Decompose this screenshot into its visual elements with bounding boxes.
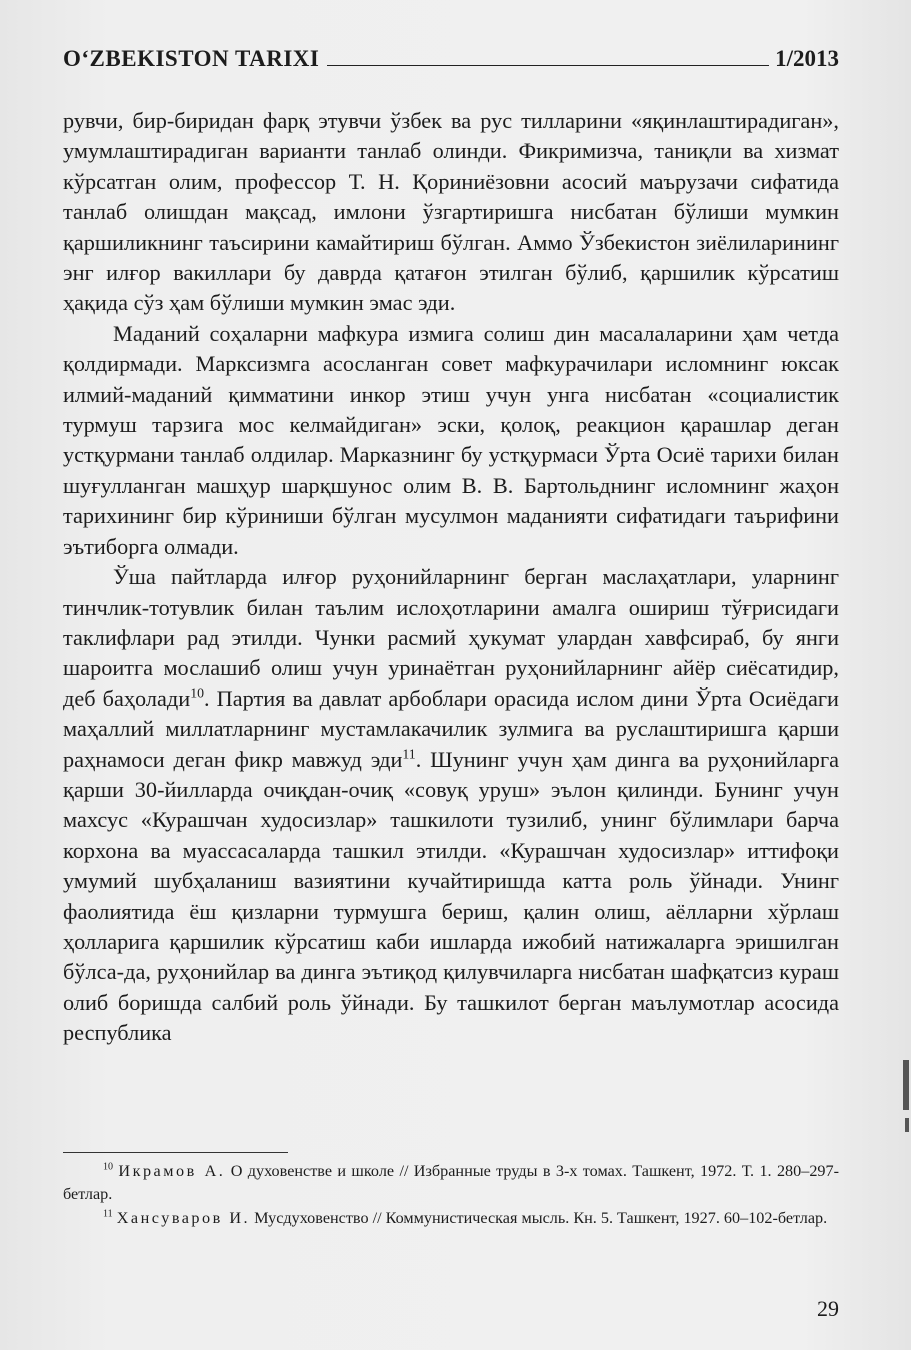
issue-number: 1/2013	[775, 46, 839, 71]
page-number: 29	[817, 1296, 839, 1321]
paragraph-text: рувчи, бир-биридан фарқ этувчи ўзбек ва рус тилларини «яқинлаштирадиган», умумлаштирадиган варианти танлаб олинди. Фикримизча, таниқли ва хизмат кўрсатган олим, профессор Т. Н. Қориниёзовни асосий маърузачи сифатида танлаб олишдан мақсад, имлони ўзгартиришга нисбатан бўлиши мумкин қаршиликнинг таъсирини камайтириш бўлган. Аммо Ўзбекистон зиёлиларининг энг илғор вакиллари бу даврда қатағон этилган бўлиб, қаршилик кўрсатиш ҳақида сўз ҳам бўлиши мумкин эмас эди.	[63, 108, 839, 316]
scan-edge-mark	[905, 1118, 909, 1132]
footnote-author: Хансуваров И.	[116, 1209, 251, 1227]
scan-edge-mark	[903, 1060, 909, 1110]
footnote	[63, 1207, 839, 1230]
paragraph-text: Ўша пайтларда илғор руҳонийларнинг берган маслаҳатлари, уларнинг тинчлик-тотувлик билан таълим ислоҳотларини амалга ошириш тўғрисидаги таклифлари рад этилди. Чунки расмий ҳукумат улардан хавфсираб, бу янги шароитга мослашиб олиш учун уринаётган руҳонийларнинг айёр сиёсатидир, деб баҳолади	[63, 564, 839, 711]
paragraph-text: . Партия ва давлат арбоблари орасида ислом дини Ўрта Осиёдаги маҳаллий миллатларнинг мустамлакачилик зулмига ва руслаштиришга қарши раҳнамоси деган фикр мавжуд эди	[63, 685, 839, 772]
footnote-ref: 10	[190, 685, 204, 701]
footnote-ref: 11	[402, 746, 416, 762]
header-rule	[327, 65, 769, 66]
paragraph	[63, 562, 839, 1049]
footnote	[63, 1160, 839, 1205]
footnote-text: О духовенстве и школе // Избранные труды в 3-х томах. Ташкент, 1972. Т. 1. 280–297-бетлар.	[63, 1162, 840, 1203]
footnote-number: 10	[103, 1161, 114, 1173]
paragraph	[63, 106, 839, 319]
footnote-text: Мусдуховенство // Коммунистическая мысль. Кн. 5. Ташкент, 1927. 60–102-бетлар.	[250, 1209, 828, 1227]
footnote-number: 11	[103, 1208, 113, 1220]
running-header	[63, 44, 839, 74]
journal-title: O‘ZBEKISTON TARIXI	[63, 46, 320, 71]
paragraph-text: . Шунинг учун ҳам динга ва руҳонийларга қарши 30-йилларда очиқдан-очиқ «совуқ уруш» эълон қилинди. Бунинг учун махсус «Курашчан худосизлар» ташкилоти тузилиб, унинг бўлимлари барча корхона ва муассасаларда ташкил этилди. «Курашчан худосизлар» иттифоқи умумий шубҳаланиш вазиятини кучайтиришда катта роль ўйнади. Унинг фаолиятида ёш қизларни турмушга бериш, қалин олиш, аёлларни хўрлаш ҳолларига қаршилик кўрсатиш каби ишларда ижобий натижаларга эришилган бўлса-да, руҳонийлар ва динга эътиқод қилувчиларга нисбатан шафқатсиз кураш олиб боришда салбий роль ўйнади. Бу ташкилот берган маълумотлар асосида республика	[63, 746, 839, 1046]
footnote-separator	[63, 1152, 288, 1153]
paragraph	[63, 319, 839, 562]
footnotes	[63, 1160, 839, 1232]
paragraph-text: Маданий соҳаларни мафкура измига солиш дин масалаларини ҳам четда қолдирмади. Марксизмга асосланган совет мафкурачилари исломнинг юксак илмий-маданий қимматини инкор этиш учун унга нисбатан «социалистик турмуш тарзига мос келмайдиган» эски, қолоқ, реакцион қарашлар деган устқурмани танлаб олдилар. Марказнинг бу устқурмаси Ўрта Осиё тарихи билан шуғулланган машҳур шарқшунос олим В. В. Бартольднинг исломнинг жаҳон тарихининг бир кўриниши бўлган мусулмон маданияти сифатидаги таърифини эътиборга олмади.	[63, 320, 839, 559]
footnote-author: Икрамов А.	[118, 1162, 226, 1180]
article-body	[63, 106, 839, 1049]
